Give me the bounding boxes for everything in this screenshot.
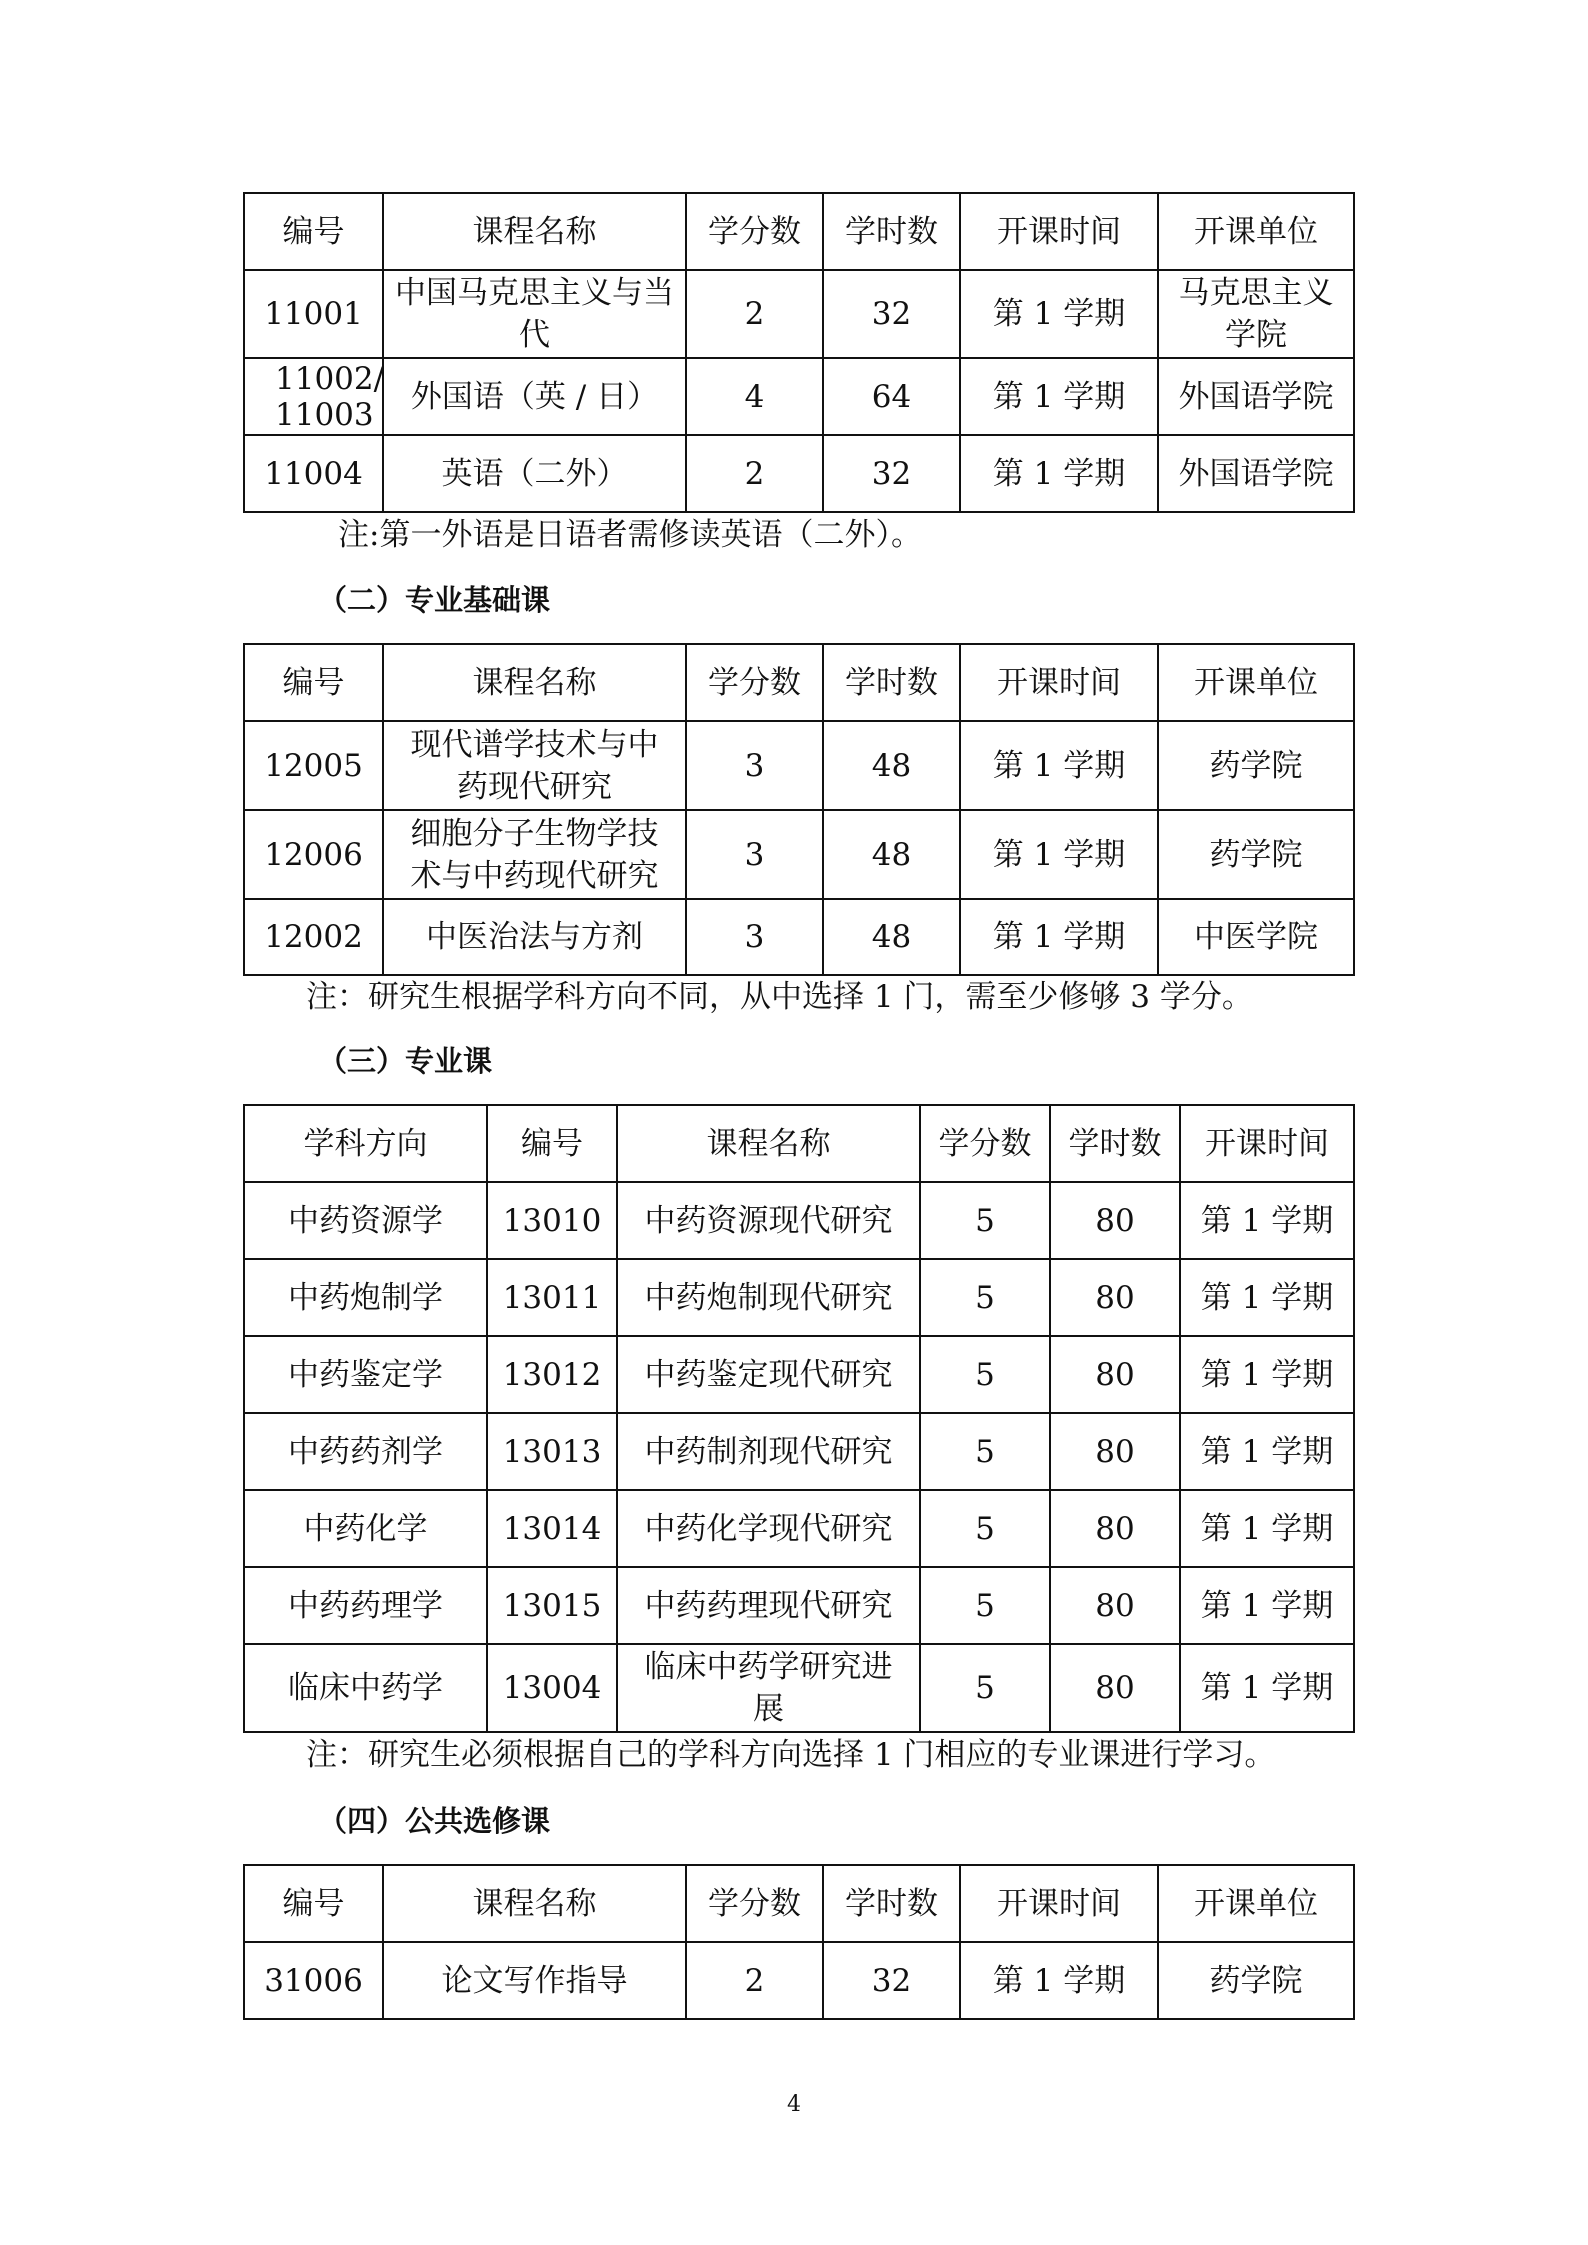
table-cell: 48 bbox=[823, 721, 960, 810]
table-row bbox=[244, 1259, 1354, 1336]
table-cell: 第 1 学期 bbox=[960, 435, 1158, 512]
header-cell: 学时数 bbox=[823, 1865, 960, 1942]
table-cell: 第 1 学期 bbox=[1180, 1259, 1354, 1336]
table-cell: 第 1 学期 bbox=[960, 810, 1158, 899]
table-cell: 中药药理学 bbox=[244, 1567, 487, 1644]
table-cell: 48 bbox=[823, 899, 960, 975]
table-cell: 第 1 学期 bbox=[1180, 1413, 1354, 1490]
table-cell: 中药鉴定现代研究 bbox=[617, 1336, 920, 1413]
table-cell: 12002 bbox=[244, 899, 383, 975]
table-header-row bbox=[244, 644, 1354, 721]
table-cell: 5 bbox=[920, 1644, 1050, 1732]
header-cell: 开课时间 bbox=[960, 1865, 1158, 1942]
table-cell: 5 bbox=[920, 1490, 1050, 1567]
header-cell: 学科方向 bbox=[244, 1105, 487, 1182]
header-cell: 课程名称 bbox=[383, 193, 686, 270]
table-cell: 2 bbox=[686, 435, 823, 512]
table-cell: 2 bbox=[686, 270, 823, 358]
table-header-row bbox=[244, 1105, 1354, 1182]
professional-courses-table bbox=[243, 1104, 1355, 1733]
table-cell: 64 bbox=[823, 358, 960, 435]
table-cell: 3 bbox=[686, 810, 823, 899]
table-cell: 中药鉴定学 bbox=[244, 1336, 487, 1413]
table-cell: 中医治法与方剂 bbox=[383, 899, 686, 975]
table-cell: 5 bbox=[920, 1182, 1050, 1259]
table-cell: 12005 bbox=[244, 721, 383, 810]
table-cell: 中国马克思主义与当代 bbox=[383, 270, 686, 358]
table-cell: 药学院 bbox=[1158, 721, 1354, 810]
section-heading-professional: （三）专业课 bbox=[318, 1044, 493, 1078]
table-cell: 32 bbox=[823, 435, 960, 512]
table-row bbox=[244, 1336, 1354, 1413]
table-header-row bbox=[244, 193, 1354, 270]
table-cell: 第 1 学期 bbox=[1180, 1336, 1354, 1413]
professional-foundation-note: 注：研究生根据学科方向不同，从中选择 1 门，需至少修够 3 学分。 bbox=[306, 979, 1253, 1015]
table-cell: 第 1 学期 bbox=[960, 1942, 1158, 2019]
table-cell: 5 bbox=[920, 1336, 1050, 1413]
table-cell: 12006 bbox=[244, 810, 383, 899]
table-cell: 80 bbox=[1050, 1644, 1180, 1732]
header-cell: 开课单位 bbox=[1158, 644, 1354, 721]
header-cell: 课程名称 bbox=[617, 1105, 920, 1182]
table-cell: 第 1 学期 bbox=[1180, 1567, 1354, 1644]
table-header-row bbox=[244, 1865, 1354, 1942]
header-cell: 编号 bbox=[244, 644, 383, 721]
header-cell: 编号 bbox=[244, 1865, 383, 1942]
table-row bbox=[244, 1644, 1354, 1732]
table-cell: 现代谱学技术与中药现代研究 bbox=[383, 721, 686, 810]
table-cell: 80 bbox=[1050, 1182, 1180, 1259]
table-cell: 中药化学现代研究 bbox=[617, 1490, 920, 1567]
table-cell: 外国语学院 bbox=[1158, 435, 1354, 512]
header-cell: 学分数 bbox=[686, 193, 823, 270]
table-cell: 第 1 学期 bbox=[1180, 1644, 1354, 1732]
table-cell: 第 1 学期 bbox=[960, 899, 1158, 975]
header-cell: 学分数 bbox=[686, 1865, 823, 1942]
table-row bbox=[244, 810, 1354, 899]
public-courses-table bbox=[243, 192, 1355, 513]
header-cell: 课程名称 bbox=[383, 644, 686, 721]
header-cell: 开课单位 bbox=[1158, 1865, 1354, 1942]
table-row bbox=[244, 1490, 1354, 1567]
table-cell: 80 bbox=[1050, 1413, 1180, 1490]
table-cell: 英语（二外） bbox=[383, 435, 686, 512]
professional-foundation-table bbox=[243, 643, 1355, 976]
table-cell: 11002/ 11003 bbox=[244, 358, 383, 435]
table-cell: 32 bbox=[823, 1942, 960, 2019]
table-row bbox=[244, 1942, 1354, 2019]
table-cell: 13013 bbox=[487, 1413, 617, 1490]
table-cell: 13015 bbox=[487, 1567, 617, 1644]
table-cell: 11004 bbox=[244, 435, 383, 512]
table-cell: 中药化学 bbox=[244, 1490, 487, 1567]
table-cell: 11001 bbox=[244, 270, 383, 358]
table-cell: 32 bbox=[823, 270, 960, 358]
table-cell: 外国语（英 / 日） bbox=[383, 358, 686, 435]
header-cell: 编号 bbox=[487, 1105, 617, 1182]
header-cell: 学时数 bbox=[823, 644, 960, 721]
table-cell: 2 bbox=[686, 1942, 823, 2019]
table-row bbox=[244, 899, 1354, 975]
table-cell: 外国语学院 bbox=[1158, 358, 1354, 435]
table-cell: 第 1 学期 bbox=[1180, 1490, 1354, 1567]
table-cell: 3 bbox=[686, 721, 823, 810]
table-cell: 第 1 学期 bbox=[960, 270, 1158, 358]
table-cell: 中药资源现代研究 bbox=[617, 1182, 920, 1259]
table-cell: 中药药理现代研究 bbox=[617, 1567, 920, 1644]
table-cell: 13010 bbox=[487, 1182, 617, 1259]
table-cell: 中医学院 bbox=[1158, 899, 1354, 975]
table-cell: 细胞分子生物学技术与中药现代研究 bbox=[383, 810, 686, 899]
table-cell: 13011 bbox=[487, 1259, 617, 1336]
table-cell: 第 1 学期 bbox=[1180, 1182, 1354, 1259]
table-cell: 临床中药学 bbox=[244, 1644, 487, 1732]
table-cell: 48 bbox=[823, 810, 960, 899]
header-cell: 开课单位 bbox=[1158, 193, 1354, 270]
table-cell: 80 bbox=[1050, 1259, 1180, 1336]
table-cell: 论文写作指导 bbox=[383, 1942, 686, 2019]
table-row bbox=[244, 1413, 1354, 1490]
header-cell: 学时数 bbox=[1050, 1105, 1180, 1182]
header-cell: 开课时间 bbox=[960, 644, 1158, 721]
table-row bbox=[244, 435, 1354, 512]
table-cell: 80 bbox=[1050, 1336, 1180, 1413]
public-elective-table bbox=[243, 1864, 1355, 2020]
table-row bbox=[244, 358, 1354, 435]
table-cell: 31006 bbox=[244, 1942, 383, 2019]
header-cell: 学分数 bbox=[686, 644, 823, 721]
table-row bbox=[244, 1182, 1354, 1259]
table-cell: 3 bbox=[686, 899, 823, 975]
public-courses-note: 注:第一外语是日语者需修读英语（二外）。 bbox=[338, 517, 922, 553]
table-cell: 临床中药学研究进展 bbox=[617, 1644, 920, 1732]
table-cell: 13012 bbox=[487, 1336, 617, 1413]
header-cell: 学分数 bbox=[920, 1105, 1050, 1182]
table-cell: 中药炮制现代研究 bbox=[617, 1259, 920, 1336]
table-cell: 80 bbox=[1050, 1490, 1180, 1567]
header-cell: 课程名称 bbox=[383, 1865, 686, 1942]
table-cell: 药学院 bbox=[1158, 1942, 1354, 2019]
section-heading-public-elective: （四）公共选修课 bbox=[318, 1804, 551, 1838]
table-row bbox=[244, 270, 1354, 358]
table-cell: 中药药剂学 bbox=[244, 1413, 487, 1490]
header-cell: 学时数 bbox=[823, 193, 960, 270]
table-cell: 5 bbox=[920, 1413, 1050, 1490]
table-cell: 中药资源学 bbox=[244, 1182, 487, 1259]
section-heading-professional-foundation: （二）专业基础课 bbox=[318, 583, 551, 617]
table-cell: 5 bbox=[920, 1567, 1050, 1644]
table-cell: 13004 bbox=[487, 1644, 617, 1732]
table-cell: 4 bbox=[686, 358, 823, 435]
page-number: 4 bbox=[787, 2092, 801, 2117]
table-row bbox=[244, 1567, 1354, 1644]
header-cell: 开课时间 bbox=[960, 193, 1158, 270]
table-row bbox=[244, 721, 1354, 810]
table-cell: 中药制剂现代研究 bbox=[617, 1413, 920, 1490]
table-cell: 药学院 bbox=[1158, 810, 1354, 899]
header-cell: 编号 bbox=[244, 193, 383, 270]
table-cell: 80 bbox=[1050, 1567, 1180, 1644]
table-cell: 第 1 学期 bbox=[960, 721, 1158, 810]
professional-courses-note: 注：研究生必须根据自己的学科方向选择 1 门相应的专业课进行学习。 bbox=[306, 1737, 1276, 1773]
table-cell: 第 1 学期 bbox=[960, 358, 1158, 435]
table-cell: 中药炮制学 bbox=[244, 1259, 487, 1336]
table-cell: 马克思主义学院 bbox=[1158, 270, 1354, 358]
table-cell: 13014 bbox=[487, 1490, 617, 1567]
header-cell: 开课时间 bbox=[1180, 1105, 1354, 1182]
table-cell: 5 bbox=[920, 1259, 1050, 1336]
